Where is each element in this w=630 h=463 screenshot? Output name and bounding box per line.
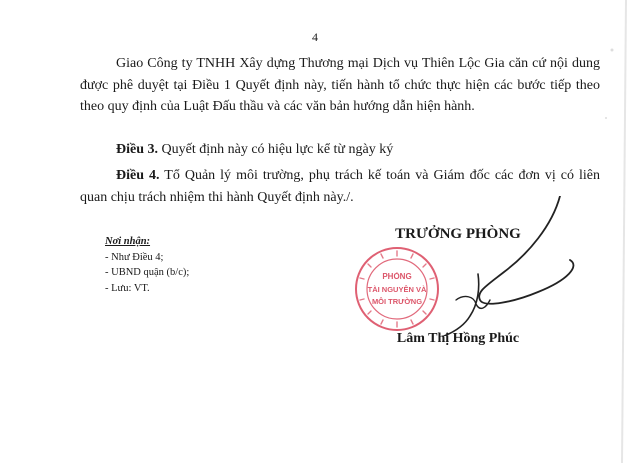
article-4-text: Tổ Quản lý môi trường, phụ trách kế toán và Giám đốc các đơn vị có liên quan chịu trách nhiệm thi hành Quyết định này./. bbox=[80, 168, 600, 205]
page-number: 4 bbox=[312, 30, 318, 44]
signature-stroke bbox=[444, 274, 479, 336]
article-3 bbox=[80, 139, 600, 161]
signature-stroke bbox=[479, 196, 573, 304]
seal-text-line: MÔI TRƯỜNG bbox=[371, 297, 423, 306]
recipients-title: Nơi nhận: bbox=[105, 236, 151, 247]
recipient-item: - Lưu: VT. bbox=[105, 282, 150, 294]
article-3-label: Điều 3. bbox=[116, 142, 158, 157]
scan-dot bbox=[611, 49, 614, 52]
article-4-label: Điều 4. bbox=[116, 168, 160, 183]
paragraph-assignment: Giao Công ty TNHH Xây dựng Thương mại Dịch vụ Thiên Lộc Gia căn cứ nội dung được phê duyệt tại Điều 1 Quyết định này, tiến hành tổ chức thực hiện các bước tiếp theo theo quy định của Luật Đấu thầu và các văn bản hướng dẫn hiện hành. bbox=[80, 56, 600, 114]
article-3-text: Quyết định này có hiệu lực kể từ ngày ký bbox=[158, 142, 394, 157]
recipient-item: - Như Điều 4; bbox=[105, 251, 164, 263]
seal-text-line: TÀI NGUYÊN VÀ bbox=[367, 285, 427, 294]
signer-position: TRƯỞNG PHÒNG bbox=[395, 226, 521, 242]
signer-name: Lâm Thị Hồng Phúc bbox=[396, 331, 520, 346]
scan-dot bbox=[605, 117, 607, 119]
handwritten-signature-icon bbox=[420, 196, 600, 336]
recipients-block bbox=[105, 234, 189, 296]
scan-line-right bbox=[622, 0, 626, 463]
recipient-item: - UBND quận (b/c); bbox=[105, 267, 190, 278]
seal-text-line: PHÒNG bbox=[382, 272, 412, 281]
